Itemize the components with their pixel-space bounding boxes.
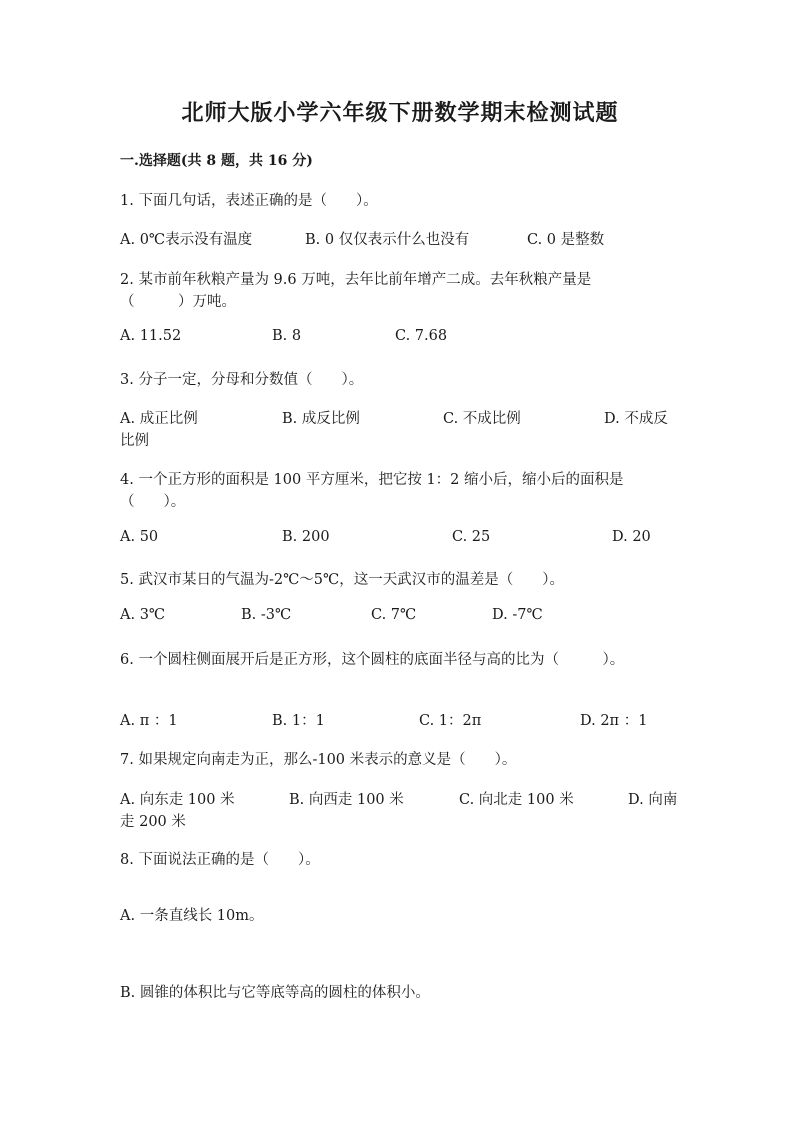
question-option: C. 不成比例 [443,411,521,427]
question-option: D. -7℃ [492,607,543,623]
question-stem: 8. 下面说法正确的是（ ）。 [120,852,320,868]
question-stem: 4. 一个正方形的面积是 100 平方厘米，把它按 1：2 缩小后，缩小后的面积是 [120,472,624,488]
question-option: C. 向北走 100 米 [459,792,574,808]
question-stem: 7. 如果规定向南走为正，那么-100 米表示的意义是（ ）。 [120,752,517,768]
question-stem: 2. 某市前年秋粮产量为 9.6 万吨，去年比前年增产二成。去年秋粮产量是 [120,272,592,288]
page-title: 北师大版小学六年级下册数学期末检测试题 [181,100,619,126]
question-option: A. 向东走 100 米 [120,792,235,808]
question-option: C. 0 是整数 [527,232,605,248]
question-option: D. 20 [612,529,651,545]
question-option: A. 一条直线长 10m。 [120,908,264,924]
question-option: A. 成正比例 [120,411,198,427]
question-option: B. 0 仅仅表示什么也没有 [305,232,470,248]
question-option: A. 11.52 [120,328,182,344]
question-option: 走 200 米 [120,814,186,830]
question-option: C. 7.68 [395,328,448,344]
question-option: A. π ：1 [120,713,178,729]
question-option: C. 7℃ [371,607,417,623]
question-option: B. 圆锥的体积比与它等底等高的圆柱的体积小。 [120,985,430,1001]
question-option: B. 成反比例 [282,411,360,427]
question-option: A. 3℃ [120,607,166,623]
question-option: B. 200 [282,529,330,545]
question-option: B. 8 [272,328,302,344]
question-option: B. 向西走 100 米 [289,792,404,808]
section-heading: 一.选择题(共 8 题，共 16 分) [120,153,313,169]
question-option: B. 1：1 [272,713,325,729]
question-stem: 3. 分子一定，分母和分数值（ ）。 [120,372,364,388]
question-option: A. 50 [120,529,159,545]
question-option: B. -3℃ [241,607,292,623]
question-option: C. 1：2π [419,713,482,729]
question-option: A. 0℃表示没有温度 [120,232,253,248]
question-option: D. 不成反 [604,411,668,427]
question-stem: （ ）。 [120,494,186,510]
question-option: C. 25 [452,529,491,545]
question-option: D. 向南 [628,792,678,808]
question-stem: 6. 一个圆柱侧面展开后是正方形，这个圆柱的底面半径与高的比为（ ）。 [120,652,625,668]
question-option: D. 2π ：1 [580,713,648,729]
question-stem: （ ）万吨。 [120,294,236,310]
question-stem: 5. 武汉市某日的气温为-2℃～5℃，这一天武汉市的温差是（ ）。 [120,572,564,588]
question-option: 比例 [120,433,149,449]
question-stem: 1. 下面几句话，表述正确的是（ ）。 [120,193,378,209]
